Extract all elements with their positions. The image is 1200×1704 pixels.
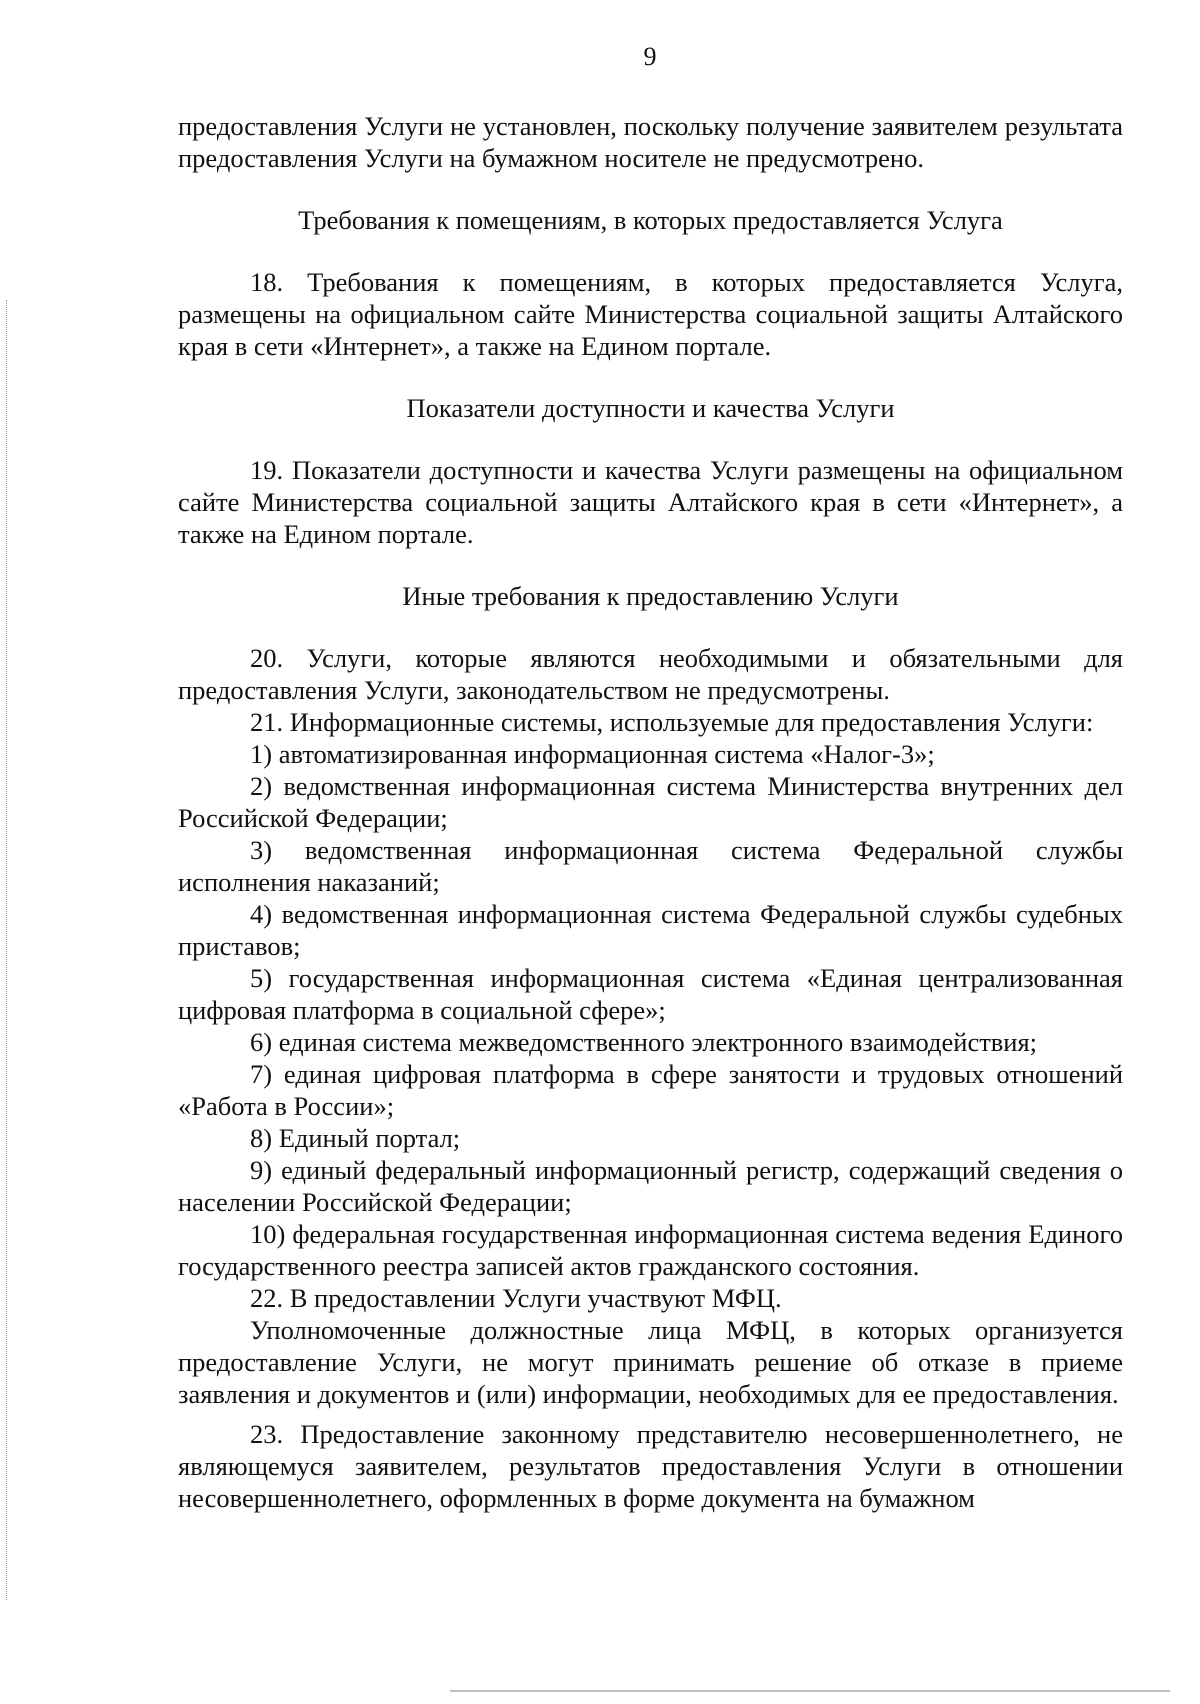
scan-bottom-edge: [450, 1690, 1170, 1692]
scan-left-edge: [6, 300, 9, 1600]
document-body: [178, 110, 1123, 1514]
list-item: 2) ведомственная информационная система Министерства внутренних дел Российской Федерации;: [178, 771, 1123, 833]
list-item: 9) единый федеральный информационный регистр, содержащий сведения о населении Российской Федерации;: [178, 1155, 1123, 1217]
page-number: 9: [643, 42, 657, 71]
list-item: 5) государственная информационная система «Единая централизованная цифровая платформа в социальной сфере»;: [178, 963, 1123, 1025]
paragraph: 20. Услуги, которые являются необходимыми и обязательными для предоставления Услуги, законодательством не предусмотрены.: [178, 643, 1123, 705]
paragraph: 21. Информационные системы, используемые для предоставления Услуги:: [250, 707, 1094, 737]
list-item: 3) ведомственная информационная система Федеральной службы исполнения наказаний;: [178, 835, 1123, 897]
list-item: 7) единая цифровая платформа в сфере занятости и трудовых отношений «Работа в России»;: [178, 1059, 1123, 1121]
list-item: 6) единая система межведомственного электронного взаимодействия;: [250, 1027, 1038, 1057]
paragraph: 18. Требования к помещениям, в которых предоставляется Услуга, размещены на официальном сайте Министерства социальной защиты Алтайского края в сети «Интернет», а также на Едином портале.: [178, 267, 1123, 361]
paragraph: Уполномоченные должностные лица МФЦ, в которых организуется предоставление Услуги, не могут принимать решение об отказе в приеме заявления и документов и (или) информации, необходимых для ее предоставления.: [178, 1315, 1123, 1409]
paragraph: 23. Предоставление законному представителю несовершеннолетнего, не являющемуся заявителем, результатов предоставления Услуги в отношении несовершеннолетнего, оформленных в форме документа на бумажном: [178, 1419, 1123, 1513]
section-heading: Показатели доступности и качества Услуги: [406, 393, 895, 423]
paragraph: предоставления Услуги не установлен, поскольку получение заявителем результата предоставления Услуги на бумажном носителе не предусмотрено.: [178, 111, 1123, 173]
paragraph: 22. В предоставлении Услуги участвуют МФЦ.: [250, 1283, 782, 1313]
list-item: 1) автоматизированная информационная система «Налог-3»;: [250, 739, 935, 769]
list-item: 8) Единый портал;: [250, 1123, 461, 1153]
list-item: 4) ведомственная информационная система Федеральной службы судебных приставов;: [178, 899, 1123, 961]
section-heading: Требования к помещениям, в которых предоставляется Услуга: [298, 205, 1003, 235]
paragraph: 19. Показатели доступности и качества Услуги размещены на официальном сайте Министерства социальной защиты Алтайского края в сети «Интернет», а также на Едином портале.: [178, 455, 1123, 549]
list-item: 10) федеральная государственная информационная система ведения Единого государственного реестра записей актов гражданского состояния.: [178, 1219, 1123, 1281]
section-heading: Иные требования к предоставлению Услуги: [402, 581, 899, 611]
